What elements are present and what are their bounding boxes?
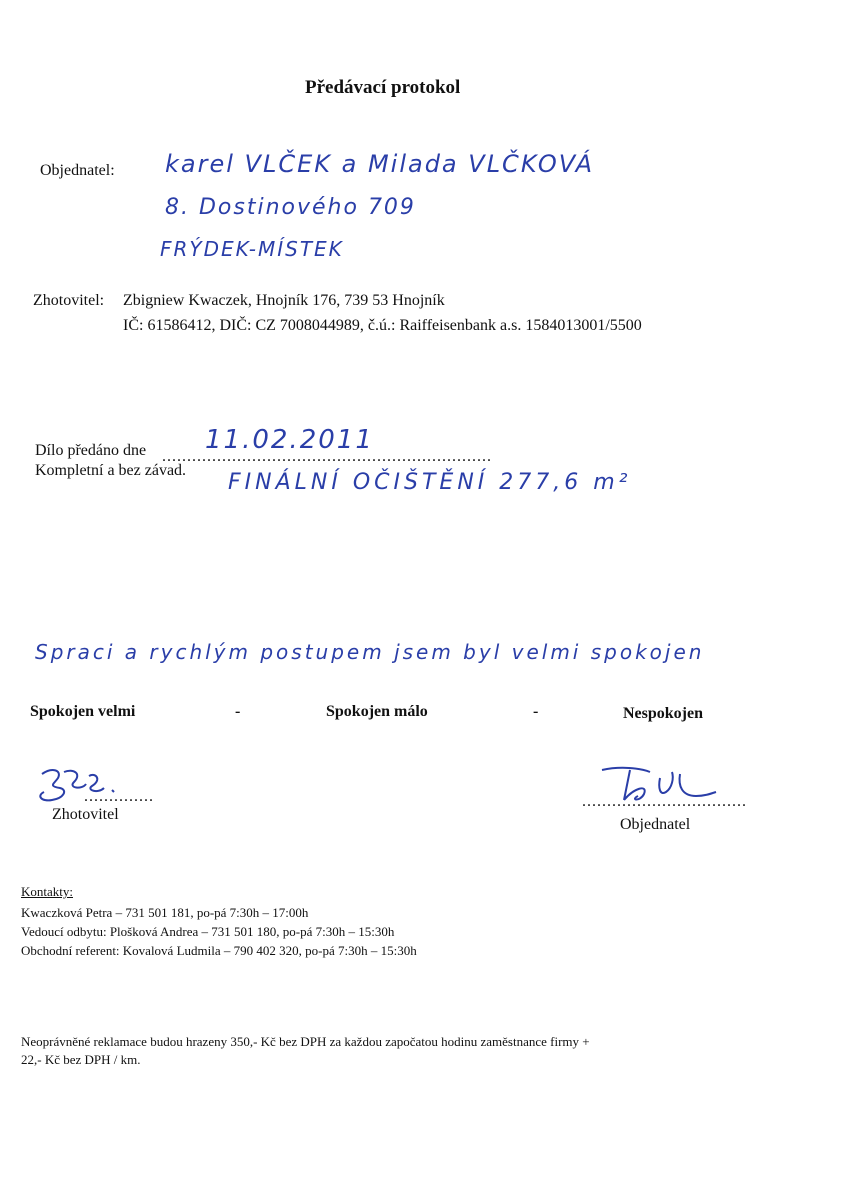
footer-line-1: Neoprávněné reklamace budou hrazeny 350,- Kč bez DPH za každou započatou hodinu zaměstnance firmy + — [21, 1034, 590, 1049]
customer-street-handwritten: 8. Dostinového 709 — [165, 195, 416, 220]
document-title: Předávací protokol — [305, 77, 461, 98]
contractor-ids: IČ: 61586412, DIČ: CZ 7008044989, č.ú.: Raiffeisenbank a.s. 1584013001/5500 — [123, 317, 642, 334]
option-not-satisfied: Nespokojen — [623, 705, 704, 722]
contact-line-2: Vedoucí odbytu: Plošková Andrea – 731 501 180, po-pá 7:30h – 15:30h — [21, 924, 395, 939]
option-separator-1: - — [235, 703, 241, 720]
contact-line-1: Kwaczková Petra – 731 501 181, po-pá 7:30h – 17:00h — [21, 905, 309, 920]
contact-line-3: Obchodní referent: Kovalová Ludmila – 790 402 320, po-pá 7:30h – 15:30h — [21, 943, 417, 958]
contractor-address: Zbigniew Kwaczek, Hnojník 176, 739 53 Hnojník — [123, 292, 445, 309]
customer-name-handwritten: karel VLČEK a Milada VLČKOVÁ — [165, 150, 595, 178]
customer-signature-line: ................................. — [582, 793, 747, 810]
customer-signature-label: Objednatel — [620, 816, 691, 833]
handover-dotted-line: .................................................................. — [162, 448, 492, 465]
handover-label: Dílo předáno dne — [35, 442, 147, 459]
handover-date-handwritten: 11.02.2011 — [205, 425, 374, 455]
contractor-label: Zhotovitel: — [33, 292, 105, 309]
option-separator-2: - — [533, 703, 539, 720]
option-little-satisfied: Spokojen málo — [326, 703, 428, 720]
option-very-satisfied: Spokojen velmi — [30, 703, 136, 720]
contractor-signature-label: Zhotovitel — [52, 806, 119, 823]
satisfaction-comment-handwritten: Spraci a rychlým postupem jsem byl velmi spokojen — [35, 640, 705, 664]
customer-city-handwritten: FRÝDEK-MÍSTEK — [160, 237, 344, 261]
handover-note-handwritten: FINÁLNÍ OČIŠTĚNÍ 277,6 m² — [228, 470, 632, 495]
customer-label: Objednatel: — [40, 162, 115, 179]
contractor-signature-line: .............. — [84, 788, 154, 805]
contacts-heading: Kontakty: — [21, 884, 73, 899]
footer-line-2: 22,- Kč bez DPH / km. — [21, 1052, 141, 1067]
complete-label: Kompletní a bez závad. — [35, 462, 187, 479]
